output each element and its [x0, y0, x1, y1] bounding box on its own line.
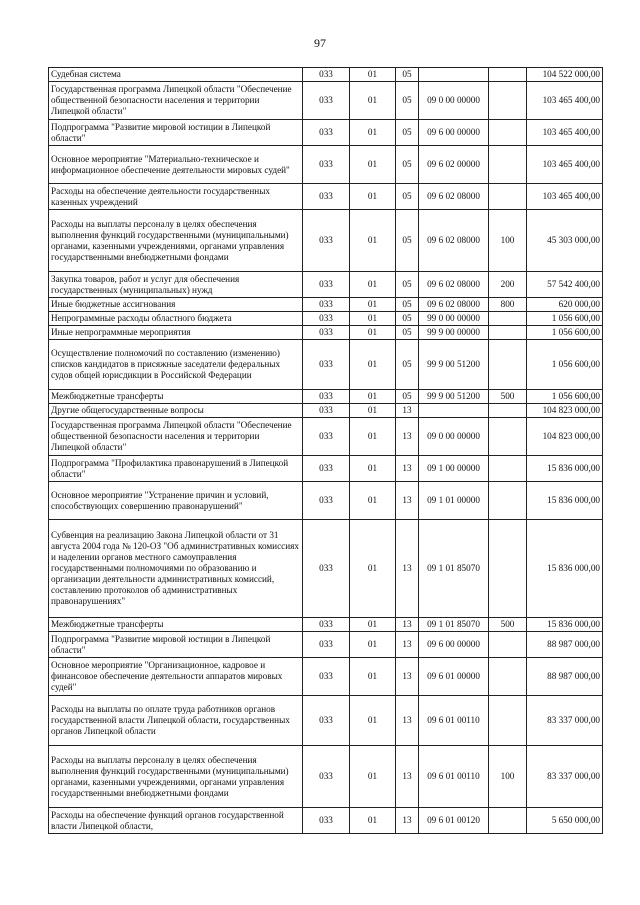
- expense-name-cell: Закупка товаров, работ и услуг для обеспечения государственных (муниципальных) нужд: [49, 272, 303, 298]
- expense-name-cell: Подпрограмма "Развитие мировой юстиции в Липецкой области": [49, 120, 303, 146]
- target-article-cell: 09 6 00 00000: [419, 632, 489, 658]
- target-article-cell: 09 6 02 08000: [419, 210, 489, 272]
- amount-cell: 15 836 000,00: [527, 520, 603, 618]
- section-code-cell: 01: [350, 340, 396, 390]
- expense-name-cell: Расходы на обеспечение функций органов государственной власти Липецкой области,: [49, 808, 303, 834]
- subsection-code-cell: 13: [396, 632, 419, 658]
- target-article-cell: 09 6 02 08000: [419, 298, 489, 312]
- expense-type-cell: 800: [489, 298, 527, 312]
- section-code-cell: 01: [350, 520, 396, 618]
- section-code-cell: 01: [350, 482, 396, 520]
- target-article-cell: 09 1 00 00000: [419, 456, 489, 482]
- target-article-cell: 09 0 00 00000: [419, 82, 489, 120]
- target-article-cell: 09 1 01 00000: [419, 482, 489, 520]
- table-row: [49, 618, 603, 632]
- subsection-code-cell: 05: [396, 298, 419, 312]
- ministry-code-cell: 033: [303, 418, 350, 456]
- budget-table-body: [49, 68, 603, 834]
- expense-type-cell: [489, 184, 527, 210]
- ministry-code-cell: 033: [303, 482, 350, 520]
- amount-cell: 15 836 000,00: [527, 482, 603, 520]
- section-code-cell: 01: [350, 146, 396, 184]
- expense-name-cell: Расходы на обеспечение деятельности государственных казенных учреждений: [49, 184, 303, 210]
- table-row: [49, 298, 603, 312]
- table-row: [49, 746, 603, 808]
- ministry-code-cell: 033: [303, 658, 350, 696]
- expense-name-cell: Субвенция на реализацию Закона Липецкой области от 31 августа 2004 года № 120-ОЗ "Об административных комиссиях и наделении органов местного самоуправления государственными полномочиями по образованию и организации деятельности административных комиссий, составлению протоколов об административных правонарушениях": [49, 520, 303, 618]
- subsection-code-cell: 13: [396, 808, 419, 834]
- subsection-code-cell: 13: [396, 658, 419, 696]
- amount-cell: 103 465 400,00: [527, 82, 603, 120]
- expense-type-cell: [489, 404, 527, 418]
- target-article-cell: 09 6 02 00000: [419, 146, 489, 184]
- expense-name-cell: Межбюджетные трансферты: [49, 618, 303, 632]
- amount-cell: 104 823 000,00: [527, 418, 603, 456]
- ministry-code-cell: 033: [303, 390, 350, 404]
- ministry-code-cell: 033: [303, 404, 350, 418]
- expense-type-cell: [489, 658, 527, 696]
- subsection-code-cell: 05: [396, 390, 419, 404]
- table-row: [49, 184, 603, 210]
- amount-cell: 57 542 400,00: [527, 272, 603, 298]
- amount-cell: 45 303 000,00: [527, 210, 603, 272]
- amount-cell: 1 056 600,00: [527, 326, 603, 340]
- section-code-cell: 01: [350, 390, 396, 404]
- expense-name-cell: Основное мероприятие "Устранение причин и условий, способствующих совершению правонарушений": [49, 482, 303, 520]
- ministry-code-cell: 033: [303, 520, 350, 618]
- amount-cell: 15 836 000,00: [527, 456, 603, 482]
- table-row: [49, 272, 603, 298]
- subsection-code-cell: 05: [396, 210, 419, 272]
- section-code-cell: 01: [350, 68, 396, 82]
- ministry-code-cell: 033: [303, 632, 350, 658]
- expense-name-cell: Расходы на выплаты персоналу в целях обеспечения выполнения функций государственными (муниципальными) органами, казенными учреждениями, органами управления государственными внебюджетными фондами: [49, 746, 303, 808]
- subsection-code-cell: 13: [396, 520, 419, 618]
- expense-name-cell: Иные непрограммные мероприятия: [49, 326, 303, 340]
- amount-cell: 5 650 000,00: [527, 808, 603, 834]
- section-code-cell: 01: [350, 632, 396, 658]
- expense-type-cell: [489, 340, 527, 390]
- amount-cell: 620 000,00: [527, 298, 603, 312]
- expense-type-cell: [489, 68, 527, 82]
- section-code-cell: 01: [350, 210, 396, 272]
- subsection-code-cell: 13: [396, 404, 419, 418]
- table-row: [49, 456, 603, 482]
- subsection-code-cell: 13: [396, 618, 419, 632]
- subsection-code-cell: 05: [396, 82, 419, 120]
- target-article-cell: 99 9 00 51200: [419, 390, 489, 404]
- subsection-code-cell: 13: [396, 696, 419, 746]
- ministry-code-cell: 033: [303, 618, 350, 632]
- expense-type-cell: [489, 482, 527, 520]
- subsection-code-cell: 05: [396, 184, 419, 210]
- table-row: [49, 520, 603, 618]
- section-code-cell: 01: [350, 82, 396, 120]
- target-article-cell: 09 6 01 00120: [419, 808, 489, 834]
- amount-cell: 83 337 000,00: [527, 696, 603, 746]
- section-code-cell: 01: [350, 418, 396, 456]
- expense-type-cell: [489, 120, 527, 146]
- expense-type-cell: 100: [489, 210, 527, 272]
- table-row: [49, 482, 603, 520]
- table-row: [49, 82, 603, 120]
- section-code-cell: 01: [350, 618, 396, 632]
- expense-type-cell: [489, 808, 527, 834]
- ministry-code-cell: 033: [303, 210, 350, 272]
- expense-type-cell: 100: [489, 746, 527, 808]
- expense-type-cell: 500: [489, 390, 527, 404]
- target-article-cell: 09 1 01 85070: [419, 618, 489, 632]
- ministry-code-cell: 033: [303, 120, 350, 146]
- target-article-cell: 09 6 00 00000: [419, 120, 489, 146]
- amount-cell: 1 056 600,00: [527, 340, 603, 390]
- section-code-cell: 01: [350, 456, 396, 482]
- target-article-cell: 99 9 00 51200: [419, 340, 489, 390]
- ministry-code-cell: 033: [303, 808, 350, 834]
- expense-type-cell: [489, 456, 527, 482]
- table-row: [49, 418, 603, 456]
- expense-name-cell: Расходы на выплаты по оплате труда работников органов государственной власти Липецкой области, государственных органов Липецкой области: [49, 696, 303, 746]
- table-row: [49, 808, 603, 834]
- table-row: [49, 312, 603, 326]
- table-row: [49, 390, 603, 404]
- expense-type-cell: [489, 326, 527, 340]
- ministry-code-cell: 033: [303, 272, 350, 298]
- amount-cell: 15 836 000,00: [527, 618, 603, 632]
- ministry-code-cell: 033: [303, 68, 350, 82]
- expense-type-cell: [489, 520, 527, 618]
- subsection-code-cell: 05: [396, 146, 419, 184]
- ministry-code-cell: 033: [303, 146, 350, 184]
- table-row: [49, 340, 603, 390]
- table-row: [49, 658, 603, 696]
- amount-cell: 1 056 600,00: [527, 312, 603, 326]
- amount-cell: 88 987 000,00: [527, 658, 603, 696]
- expense-type-cell: 200: [489, 272, 527, 298]
- expense-type-cell: [489, 696, 527, 746]
- section-code-cell: 01: [350, 696, 396, 746]
- expense-type-cell: [489, 418, 527, 456]
- expense-name-cell: Другие общегосударственные вопросы: [49, 404, 303, 418]
- expense-name-cell: Межбюджетные трансферты: [49, 390, 303, 404]
- expense-name-cell: Государственная программа Липецкой области "Обеспечение общественной безопасности населения и территории Липецкой области": [49, 418, 303, 456]
- table-row: [49, 146, 603, 184]
- expense-name-cell: Основное мероприятие "Организационное, кадровое и финансовое обеспечение деятельности аппаратов мировых судей": [49, 658, 303, 696]
- expense-name-cell: Государственная программа Липецкой области "Обеспечение общественной безопасности населения и территории Липецкой области": [49, 82, 303, 120]
- amount-cell: 103 465 400,00: [527, 120, 603, 146]
- expense-type-cell: [489, 632, 527, 658]
- ministry-code-cell: 033: [303, 340, 350, 390]
- ministry-code-cell: 033: [303, 312, 350, 326]
- target-article-cell: 09 0 00 00000: [419, 418, 489, 456]
- section-code-cell: 01: [350, 808, 396, 834]
- target-article-cell: 09 6 01 00110: [419, 746, 489, 808]
- target-article-cell: 09 1 01 85070: [419, 520, 489, 618]
- amount-cell: 1 056 600,00: [527, 390, 603, 404]
- target-article-cell: [419, 68, 489, 82]
- section-code-cell: 01: [350, 658, 396, 696]
- ministry-code-cell: 033: [303, 696, 350, 746]
- target-article-cell: [419, 404, 489, 418]
- amount-cell: 103 465 400,00: [527, 184, 603, 210]
- table-row: [49, 326, 603, 340]
- subsection-code-cell: 05: [396, 340, 419, 390]
- ministry-code-cell: 033: [303, 82, 350, 120]
- expense-name-cell: Подпрограмма "Профилактика правонарушений в Липецкой области": [49, 456, 303, 482]
- expense-name-cell: Основное мероприятие "Материально-техническое и информационное обеспечение деятельности мировых судей": [49, 146, 303, 184]
- expense-type-cell: [489, 146, 527, 184]
- subsection-code-cell: 13: [396, 746, 419, 808]
- ministry-code-cell: 033: [303, 184, 350, 210]
- expense-type-cell: [489, 312, 527, 326]
- amount-cell: 104 522 000,00: [527, 68, 603, 82]
- subsection-code-cell: 13: [396, 418, 419, 456]
- target-article-cell: 09 6 01 00000: [419, 658, 489, 696]
- ministry-code-cell: 033: [303, 326, 350, 340]
- amount-cell: 104 823 000,00: [527, 404, 603, 418]
- table-row: [49, 404, 603, 418]
- expense-name-cell: Подпрограмма "Развитие мировой юстиции в Липецкой области": [49, 632, 303, 658]
- section-code-cell: 01: [350, 184, 396, 210]
- section-code-cell: 01: [350, 746, 396, 808]
- expense-name-cell: Осуществление полномочий по составлению (изменению) списков кандидатов в присяжные заседатели федеральных судов общей юрисдикции в Российской Федерации: [49, 340, 303, 390]
- expense-name-cell: Иные бюджетные ассигнования: [49, 298, 303, 312]
- amount-cell: 103 465 400,00: [527, 146, 603, 184]
- subsection-code-cell: 13: [396, 482, 419, 520]
- subsection-code-cell: 05: [396, 272, 419, 298]
- section-code-cell: 01: [350, 326, 396, 340]
- subsection-code-cell: 05: [396, 68, 419, 82]
- subsection-code-cell: 05: [396, 326, 419, 340]
- table-row: [49, 696, 603, 746]
- expense-name-cell: Непрограммные расходы областного бюджета: [49, 312, 303, 326]
- section-code-cell: 01: [350, 298, 396, 312]
- table-row: [49, 632, 603, 658]
- table-row: [49, 210, 603, 272]
- section-code-cell: 01: [350, 312, 396, 326]
- target-article-cell: 99 0 00 00000: [419, 312, 489, 326]
- target-article-cell: 99 9 00 00000: [419, 326, 489, 340]
- section-code-cell: 01: [350, 404, 396, 418]
- table-row: [49, 120, 603, 146]
- ministry-code-cell: 033: [303, 746, 350, 808]
- ministry-code-cell: 033: [303, 298, 350, 312]
- amount-cell: 83 337 000,00: [527, 746, 603, 808]
- target-article-cell: 09 6 02 08000: [419, 272, 489, 298]
- expense-name-cell: Расходы на выплаты персоналу в целях обеспечения выполнения функций государственными (муниципальными) органами, казенными учреждениями, органами управления государственными внебюджетными фондами: [49, 210, 303, 272]
- expense-name-cell: Судебная система: [49, 68, 303, 82]
- subsection-code-cell: 13: [396, 456, 419, 482]
- section-code-cell: 01: [350, 272, 396, 298]
- target-article-cell: 09 6 02 08000: [419, 184, 489, 210]
- table-row: [49, 68, 603, 82]
- ministry-code-cell: 033: [303, 456, 350, 482]
- expense-type-cell: 500: [489, 618, 527, 632]
- expense-type-cell: [489, 82, 527, 120]
- budget-table: [48, 67, 603, 834]
- target-article-cell: 09 6 01 00110: [419, 696, 489, 746]
- section-code-cell: 01: [350, 120, 396, 146]
- subsection-code-cell: 05: [396, 312, 419, 326]
- page-number: 97: [314, 36, 326, 50]
- amount-cell: 88 987 000,00: [527, 632, 603, 658]
- subsection-code-cell: 05: [396, 120, 419, 146]
